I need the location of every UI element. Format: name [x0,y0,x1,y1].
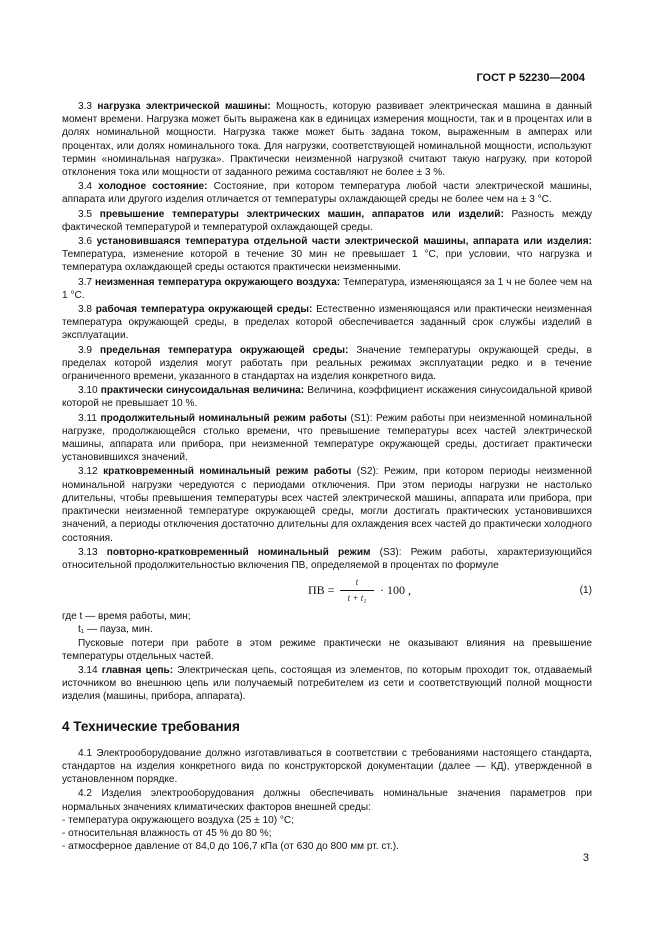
where-line-1: где t — время работы, мин; [62,611,191,623]
definition-num: 3.8 [78,304,93,316]
definition-item [62,546,592,572]
definition-num: 3.10 [78,385,98,397]
definition-text: (S2): Режим, при котором периоды неизменной номинальной нагрузки чередуются с периодами отключения. При этом периоды нагрузки не настолько длительны, чтобы превышения температуры всех частей электрической машины, аппарата или прибора, при практически неизменной температуре окружающей среды, могли достигать практических установившихся значений, а периоды отключения достаточно длительны для охлаждения всех частей до практически холодного состояния. [62,466,592,544]
conditions-list [62,814,592,854]
definition-item [62,465,592,544]
definition-term: нагрузка электрической машины: [97,101,271,112]
definition-3-14 [62,664,592,704]
definitions-list [62,100,592,572]
definition-item [62,384,592,410]
formula-lhs: ПВ = [308,583,335,598]
definition-num: 3.3 [78,101,93,112]
formula-1 [62,576,592,608]
formula-denominator: t + t₁ [347,593,367,604]
standard-header: ГОСТ Р 52230—2004 [476,72,585,84]
definition-item [62,180,592,206]
where-line-2: t₁ — пауза, мин. [78,624,153,636]
definition-term: главная цепь: [101,664,174,676]
definition-item [62,235,592,275]
definition-text: Температура, изменяющаяся за 1 ч не более чем на 1 °С. [62,276,592,301]
formula-numerator: t [340,576,374,591]
definition-num: 3.14 [78,664,98,676]
definition-term: повторно-кратковременный номинальный режим [106,546,371,558]
definition-term: рабочая температура окружающей среды: [95,304,313,316]
section-4-title: 4 Технические требования [62,718,240,734]
definition-term: превышение температуры электрических машин, аппаратов или изделий: [99,208,504,220]
definition-num: 3.6 [78,236,93,248]
paragraph-4-1: 4.1 Электрооборудование должно изготавливаться в соответствии с требованиями настоящего стандарта, стандартов на изделия конкретного вида по конструкторской документации (далее — КД), утвержденной в установленном порядке. [62,747,592,786]
definition-term: продолжительный номинальный режим работы [100,412,347,424]
definition-text: Естественно изменяющаяся или практически неизменная температура окружающей среды, в пределах которой обеспечивается заданный срок службы изделий в эксплуатации. [62,304,592,342]
formula-number: (1) [579,585,592,597]
definition-num: 3.9 [78,344,93,356]
definition-term: предельная температура окружающей среды: [100,344,349,356]
definition-item [62,303,592,343]
definition-term: холодное состояние: [98,181,208,193]
definition-text: Электрическая цепь, состоящая из элементов, по которым проходит ток, отдаваемый источником во внешнюю цепь или получаемый потребителем из сети и соответствующий полной мощности изделия (машины, прибора, аппарата). [62,664,592,703]
page-number: 3 [582,852,589,864]
definition-text: (S1): Режим работы при неизменной номинальной нагрузке, продолжающейся столько времени, что превышение температуры всех частей электрической машины, аппарата или прибора, при неизменной температуре окружающей среды, достигает практически установившихся значений. [62,412,592,464]
list-item: - относительная влажность от 45 % до 80 %; [62,827,272,839]
definition-text: Мощность, которую развивает электрическая машина в данный момент времени. Нагрузка может быть выражена как в единицах измерения мощности, так и в процентах или в долях номинальной мощности. Нагрузка также может быть задана током, выраженным в амперах или процентах, или долях номинального тока. Для нагрузки, соответствующей номинальной мощности, используют термин «номинальная нагрузка». Практически неизменной нагрузкой считают такую нагрузку, при которой отклонения тока или мощности от заданного режима составляют не более ± 3 %. [62,101,593,179]
definition-item [62,344,592,384]
paragraph-4-2: 4.2 Изделия электрооборудования должны обеспечивать номинальные значения параметров при нормальных значениях климатических факторов внешней среды: [62,788,592,813]
definition-term: кратковременный номинальный режим работы [103,466,352,478]
formula-rhs: · 100 , [380,583,411,598]
formula-fraction [340,576,374,605]
definition-item [62,412,592,465]
definition-text: Температура, изменение которой в течение 30 мин не превышает 1 °С, при условии, что нагрузка и температура охлаждающей среды остаются практически неизменными. [62,249,592,274]
definition-num: 3.12 [78,466,98,478]
list-item: - атмосферное давление от 84,0 до 106,7 кПа (от 630 до 800 мм рт. ст.). [62,841,399,853]
definition-num: 3.4 [78,181,93,193]
definition-text: Разность между фактической температурой и температурой охлаждающей среды. [62,208,592,233]
definition-text: Величина, коэффициент искажения синусоидальной кривой которой не превышает 10 %. [62,385,592,410]
definition-item [62,100,592,179]
definition-term: практически синусоидальная величина: [100,385,305,397]
definition-num: 3.5 [78,208,93,220]
page-content [62,100,592,853]
definition-num: 3.13 [78,546,98,558]
definition-num: 3.11 [78,412,97,424]
definition-text: Значение температуры окружающей среды, в пределах которой изделия могут работать при реальных режимах эксплуатации редко и в течение ограниченного времени, указанного в стандартах на изделия конкретного вида. [62,344,593,383]
where-note: Пусковые потери при работе в этом режиме практически не оказывают влияния на превышение температуры отдельных частей. [62,637,592,662]
definition-term: установившаяся температура отдельной части электрической машины, аппарата или изделия: [96,236,592,248]
definition-item [62,276,592,302]
list-item: - температура окружающего воздуха (25 ± 10) °С; [62,814,295,826]
definition-text: Состояние, при котором температура любой части электрической машины, аппарата или другого изделия отличается от температуры охлаждающей среды не более чем на ± 3 °С. [62,181,592,206]
definition-item [62,208,592,234]
definition-text: (S3): Режим работы, характеризующийся относительной продолжительностью включения ПВ, определяемой в процентах по формуле [62,546,593,571]
definition-term: неизменная температура окружающего воздуха: [95,276,341,288]
definition-num: 3.7 [78,276,93,288]
